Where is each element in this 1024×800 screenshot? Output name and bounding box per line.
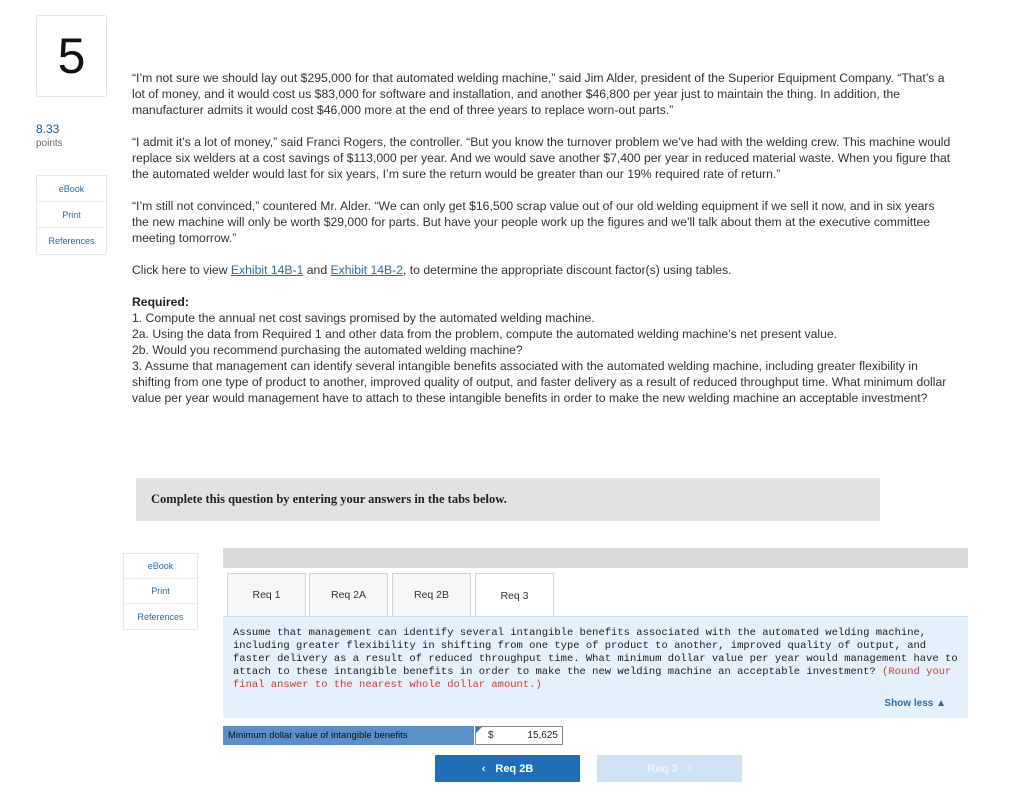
answer-label: Minimum dollar value of intangible benefits — [223, 726, 474, 745]
tabs-header-bar — [223, 548, 968, 568]
exhibit-14b-2-link[interactable]: Exhibit 14B-2 — [330, 263, 403, 277]
tab-req-1[interactable]: Req 1 — [227, 573, 306, 616]
prev-req-label: Req 2B — [495, 762, 534, 775]
problem-text — [132, 70, 952, 406]
prev-req-button[interactable] — [435, 755, 580, 782]
tab-req-2a[interactable]: Req 2A — [309, 573, 388, 616]
question-number: 5 — [36, 15, 107, 97]
problem-paragraph-2: “I admit it’s a lot of money,” said Franci Rogers, the controller. “But you know the turnover problem we’ve had with the welding crew. This machine would replace six welders at a cost savings of $113,000 per year. And we would save another $7,400 per year in reduced material waste. When you figure that the automated welder would last for six years, I’m sure the return would be greater than our 19% required rate of return.” — [132, 135, 951, 181]
required-title: Required: — [132, 295, 189, 309]
problem-paragraph-1: “I’m not sure we should lay out $295,000 for that automated welding machine,” said Jim Alder, president of the Superior Equipment Company. “That’s a lot of money, and it would cost us $83,000 for software and installation, and another $46,800 per year just to maintain the thing. In addition, the manufacturer admits it would cost $46,000 more at the end of three years to replace worn-out parts.” — [132, 71, 945, 117]
next-req-label: Req 3 — [647, 762, 678, 775]
required-item-2a: 2a. Using the data from Required 1 and other data from the problem, compute the automated welding machine’s net present value. — [132, 327, 838, 341]
next-req-button[interactable] — [597, 755, 742, 782]
show-less-label: Show less — [884, 698, 934, 709]
ebook-link-lower[interactable]: eBook — [124, 554, 197, 579]
req3-panel — [223, 616, 968, 718]
required-item-3: 3. Assume that management can identify several intangible benefits associated with the automated welding machine, including greater flexibility in shifting from one type of product to another, improved quality of output, and faster delivery as a result of reduced throughput time. What minimum dollar value per year would management have to attach to these intangible benefits in order to make the new welding machine an acceptable investment? — [132, 359, 947, 405]
answer-value: 15,625 — [527, 730, 558, 741]
rounding-note: (Round your final answer to the nearest whole dollar amount.) — [233, 666, 952, 691]
exhibit-14b-1-link[interactable]: Exhibit 14B-1 — [230, 263, 304, 277]
show-less-link[interactable] — [884, 697, 946, 710]
tab-req-3[interactable]: Req 3 — [475, 573, 554, 617]
points-value: 8.33 — [36, 122, 60, 136]
triangle-up-icon: ▲ — [936, 698, 946, 709]
references-link[interactable]: References — [48, 236, 95, 246]
print-link-lower[interactable]: Print — [124, 579, 197, 604]
print-link[interactable]: Print — [37, 202, 106, 228]
side-links-lower — [123, 553, 198, 630]
tab-req-2b[interactable]: Req 2B — [392, 573, 471, 616]
required-item-2b: 2b. Would you recommend purchasing the automated welding machine? — [132, 343, 523, 357]
chevron-right-icon: › — [687, 762, 692, 775]
required-item-1: 1. Compute the annual net cost savings promised by the automated welding machine. — [132, 311, 595, 325]
exhibit-and: and — [303, 263, 331, 277]
ebook-link[interactable]: eBook — [37, 176, 106, 202]
exhibit-suffix: , to determine the appropriate discount factor(s) using tables. — [403, 263, 732, 277]
exhibit-line — [132, 262, 952, 278]
answer-flag-icon — [476, 727, 482, 733]
side-links — [36, 175, 107, 255]
answer-input[interactable] — [475, 726, 563, 745]
points-label: points — [36, 138, 63, 149]
problem-paragraph-3: “I’m still not convinced,” countered Mr. Alder. “We can only get $16,500 scrap value out of our old welding equipment if we sell it now, and in six years the new machine will only be worth $29,000 for parts. But have your people work up the figures and we’ll talk about them at the executive committee meeting tomorrow.” — [132, 199, 935, 245]
required-block — [132, 294, 952, 406]
references-link-lower[interactable]: References — [137, 611, 184, 622]
exhibit-prefix: Click here to view — [132, 263, 231, 277]
req3-question-text: Assume that management can identify several intangible benefits associated with the automated welding machine, including greater flexibility in shifting from one type of product to another, improved quality of output, and faster delivery as a result of reduced throughput time. What minimum dollar value per year would management have to attach to these intangible benefits in order to make the new welding machine an acceptable investment? — [233, 627, 958, 678]
chevron-left-icon: ‹ — [481, 762, 486, 775]
complete-instructions: Complete this question by entering your answers in the tabs below. — [136, 478, 880, 521]
currency-symbol: $ — [488, 730, 494, 741]
